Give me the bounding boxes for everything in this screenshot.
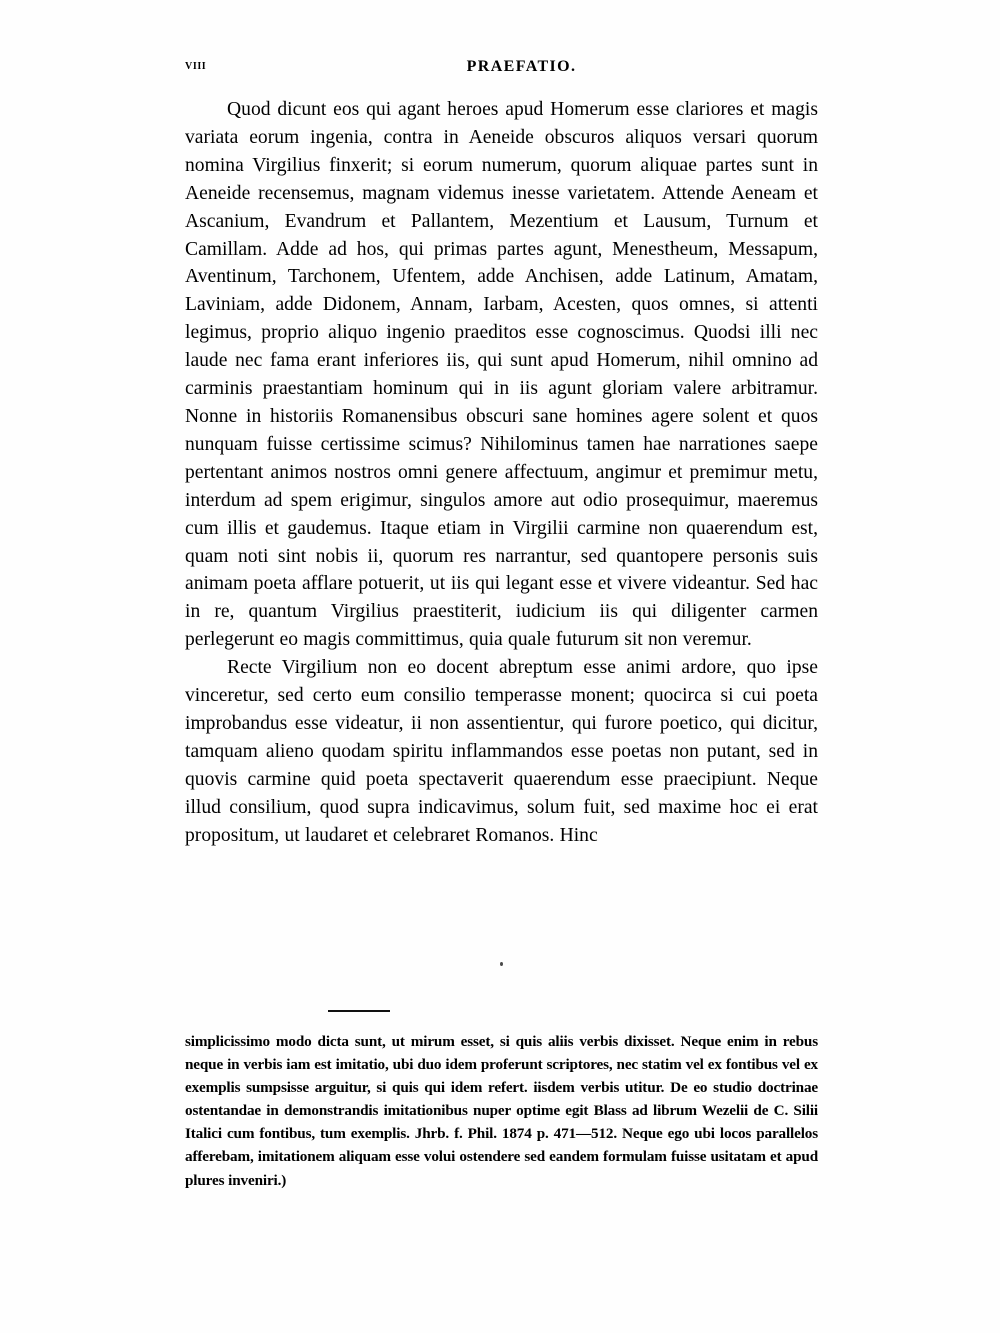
body-text (185, 96, 818, 849)
paragraph: Quod dicunt eos qui agant heroes apud Homerum esse clariores et magis variata eorum ingenia, contra in Aeneide obscuros aliquos versari quorum nomina Virgilius finxerit; si eorum numerum, quorum aliquae partes sunt in Aeneide recensemus, magnam videmus inesse varietatem. Attende Aeneam et Ascanium, Evandrum et Pallantem, Mezentium et Lausum, Turnum et Camillam. Adde ad hos, qui primas partes agunt, Menestheum, Messapum, Aventinum, Tarchonem, Ufentem, adde Anchisen, adde Latinum, Amatam, Laviniam, adde Didonem, Annam, Iarbam, Acesten, quos omnes, si attenti legimus, proprio aliquo ingenio praeditos esse cognoscimus. Quodsi illi nec laude nec fama erant inferiores iis, qui sunt apud Homerum, nihil omnino ad carminis praestantiam hominum qui in iis agunt gloriam valere arbitramur. Nonne in historiis Romanensibus obscuri sane homines agere solent et quos nunquam fuisse certissime scimus? Nihilominus tamen hae narrationes saepe pertentant animos nostros omni genere affectuum, angimur et premimur metu, interdum ad spem erigimur, singulos amore aut odio prosequimur, maeremus cum illis et gaudemus. Itaque etiam in Virgilii carmine non quaerendum est, quam noti sint nobis ii, quorum res narrantur, sed quantopere personis suis animam poeta afflare potuerit, ut iis qui legant esse et vivere videantur. Sed hac in re, quantum Virgilius praestiterit, iudicium iis qui diligenter carmen perlegerunt eo magis committimus, quia quale futurum sit non veremur. (185, 99, 818, 651)
scan-speck (500, 962, 503, 966)
page-title: PRAEFATIO. (466, 58, 577, 75)
footnote-text: simplicissimo modo dicta sunt, ut mirum esset, si quis aliis verbis dixisset. Neque enim in rebus neque in verbis iam est imitatio, ubi duo idem proferunt scriptores, nec statim vel ex fontibus vel ex exemplis sumpsisse arguitur, si quis qui idem refert. iisdem verbis utitur. De eo studio doctrinae ostentandae in demonstrandis imitationibus nuper optime egit Blass ad librum Wezelii de C. Silii Italici cum fontibus, tum exemplis. Jhrb. f. Phil. 1874 p. 471—512. Neque ego ubi locos parallelos afferebam, imitationem aliquam esse volui ostendere sed eandem formulam fuisse usitatam et apud plures inveniri.) (185, 1033, 818, 1189)
footnote (185, 1030, 818, 1192)
paragraph: Recte Virgilium non eo docent abreptum esse animi ardore, quo ipse vinceretur, sed certo eum consilio temperasse monent; quocirca si cui poeta improbandus esse videatur, ii non assentientur, qui furore poetico, qui dicitur, tamquam alieno quodam spiritu inflammandos esse poetas non putant, sed in quovis carmine quid poeta spectaverit quaerendum esse praecipiunt. Neque illud consilium, quod supra indicavimus, solum fuit, sed maxime hoc ei erat propositum, ut laudaret et celebraret Romanos. Hinc (185, 657, 818, 846)
folio-number: viii (185, 58, 207, 73)
running-head (185, 58, 818, 80)
footnote-separator-rule (328, 1010, 390, 1012)
